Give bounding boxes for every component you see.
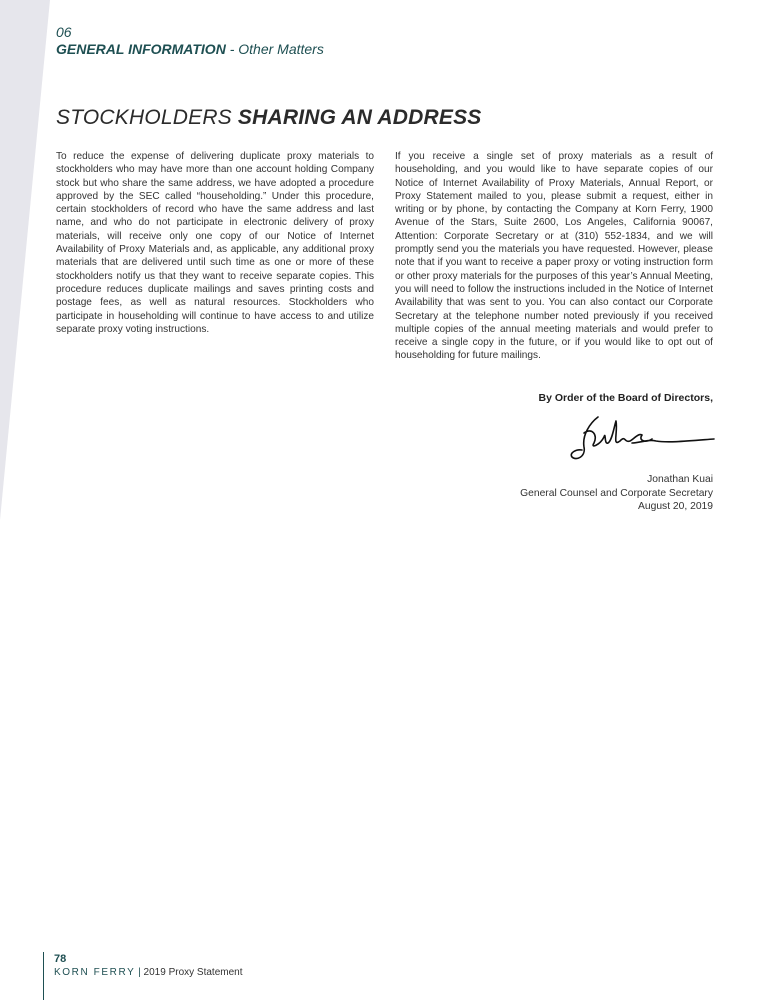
subsection-title: Other Matters <box>238 41 324 57</box>
header-separator: - <box>225 41 239 57</box>
title-light: STOCKHOLDERS <box>56 106 238 129</box>
signature-image <box>568 413 718 463</box>
section-number: 06 <box>56 24 72 40</box>
section-title: GENERAL INFORMATION <box>56 41 226 57</box>
footer-line <box>54 967 243 978</box>
signature-date: August 20, 2019 <box>638 501 713 513</box>
title-bold: SHARING AN ADDRESS <box>237 106 482 129</box>
footer-doc-title: 2019 Proxy Statement <box>143 967 243 978</box>
page-number: 78 <box>54 953 67 965</box>
by-order-line: By Order of the Board of Directors, <box>538 392 713 404</box>
right-paragraph: If you receive a single set of proxy materials as a result of householding, and you would like to have separate copies of our Notice of Internet Availability of Proxy Materials, Annual Report, or Proxy Statement mailed to you, please submit a request, either in writing or by phone, by contacting the Company at Korn Ferry, 1900 Avenue of the Stars, Suite 2600, Los Angeles, California 90067, Attention: Corporate Secretary or at (310) 552-1834, and we will promptly send you the materials you have requested. However, please note that if you want to receive a paper proxy or voting instruction form or other proxy materials for the purposes of this year’s Annual Meeting, you will need to follow the instructions included in the Notice of Internet Availability that was sent to you. You can also contact our Corporate Secretary at the telephone number noted previously if you received multiple copies of the annual meeting materials and would prefer to receive a single copy in the future, or if you would like to opt out of householding for future mailings. <box>395 151 713 362</box>
signer-name: Jonathan Kuai <box>647 474 713 485</box>
section-header <box>56 41 324 57</box>
signer-role: General Counsel and Corporate Secretary <box>520 487 713 499</box>
decorative-side-band <box>0 0 60 1000</box>
left-paragraph: To reduce the expense of delivering duplicate proxy materials to stockholders who may have more than one account holding Company stock but who share the same address, we have adopted a procedure approved by the SEC called “householding.” Under this procedure, certain stockholders of record who have the same address and last name, and who do not participate in electronic delivery of proxy materials, will receive only one copy of our Notice of Internet Availability of Proxy Materials and, as applicable, any additional proxy materials that are delivered until such time as one or more of these stockholders notify us that they want to receive separate copies. This procedure reduces duplicate mailings and saves printing costs and postage fees, as well as natural resources. Stockholders who participate in householding will continue to have access to and utilize separate proxy voting instructions. <box>56 151 374 335</box>
page-title <box>56 106 481 130</box>
footer-separator: | <box>135 967 144 978</box>
footer-accent-bar <box>43 952 44 1000</box>
signature-block <box>520 473 713 514</box>
footer-brand: KORN FERRY <box>54 967 136 978</box>
